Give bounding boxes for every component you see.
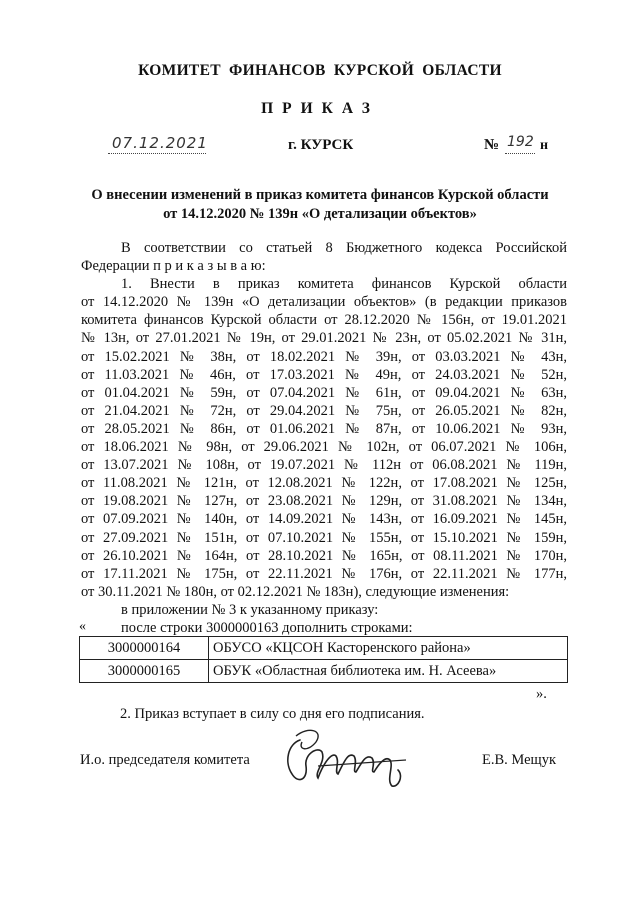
body-line: от 07.09.2021 № 140н, от 14.09.2021 № 143н, от 16.09.2021 № 145н, [81, 511, 567, 528]
body-line: от 28.05.2021 № 86н, от 01.06.2021 № 87н, от 10.06.2021 № 93н, [81, 420, 567, 437]
table-cell-name: ОБУСО «КЦСОН Касторенского района» [209, 637, 568, 660]
document-type: ПРИКАЗ [261, 100, 379, 117]
date-underline [108, 153, 206, 154]
body-line: от 17.11.2021 № 175н, от 22.11.2021 № 176н, от 22.11.2021 № 177н, [81, 565, 567, 582]
body-line: от 15.02.2021 № 38н, от 18.02.2021 № 39н, от 03.03.2021 № 43н, [81, 348, 567, 365]
body-line: комитета финансов Курской области от 28.12.2020 № 156н, от 19.01.2021 [81, 312, 567, 329]
objects-table [79, 636, 568, 683]
table-row [80, 660, 568, 683]
signer-position: И.о. председателя комитета [80, 752, 250, 768]
number-handwritten: 192 [507, 134, 534, 150]
body-line: от 01.04.2021 № 59н, от 07.04.2021 № 61н, от 09.04.2021 № 63н, [81, 384, 567, 401]
number-underline [505, 153, 535, 154]
body-line: от 21.04.2021 № 72н, от 29.04.2021 № 75н, от 26.05.2021 № 82н, [81, 402, 567, 419]
sub-instruction-2: после строки 3000000163 дополнить строками: [121, 619, 413, 636]
sub-instruction-1: в приложении № 3 к указанному приказу: [121, 601, 379, 618]
point-2: 2. Приказ вступает в силу со дня его подписания. [120, 706, 425, 722]
body-line: 1. Внести в приказ комитета финансов Курской области [121, 276, 567, 293]
body-line: от 27.09.2021 № 151н, от 07.10.2021 № 155н, от 15.10.2021 № 159н, [81, 529, 567, 546]
city: г. КУРСК [288, 137, 354, 153]
signer-name: Е.В. Мещук [482, 752, 557, 768]
handwritten-signature [278, 722, 418, 792]
table-cell-code: 3000000164 [80, 637, 209, 660]
organization-header: КОМИТЕТ ФИНАНСОВ КУРСКОЙ ОБЛАСТИ [138, 62, 502, 79]
title-line-2: от 14.12.2020 № 139н «О детализации объектов» [163, 206, 477, 222]
body-line: от 11.03.2021 № 46н, от 17.03.2021 № 49н, от 24.03.2021 № 52н, [81, 366, 567, 383]
quote-open: « [79, 619, 86, 634]
body-line: № 13н, от 27.01.2021 № 19н, от 29.01.2021 № 23н, от 05.02.2021 № 31н, [81, 330, 567, 347]
table-cell-name: ОБУК «Областная библиотека им. Н. Асеева» [209, 660, 568, 683]
title-line-1: О внесении изменений в приказ комитета финансов Курской области [91, 187, 549, 203]
body-line: от 19.08.2021 № 127н, от 23.08.2021 № 129н, от 31.08.2021 № 134н, [81, 493, 567, 510]
body-line: от 18.06.2021 № 98н, от 29.06.2021 № 102н, от 06.07.2021 № 106н, [81, 439, 567, 456]
preamble-line-1: В соответствии со статьей 8 Бюджетного кодекса Российской [121, 240, 567, 256]
preamble-line-2: Федерации п р и к а з ы в а ю: [81, 258, 266, 275]
document-body [81, 239, 567, 637]
body-line: от 14.12.2020 № 139н «О детализации объектов» (в редакции приказов [81, 294, 567, 311]
quote-close: ». [536, 686, 547, 702]
date-handwritten: 07.12.2021 [112, 134, 208, 152]
body-line: от 26.10.2021 № 164н, от 28.10.2021 № 165н, от 08.11.2021 № 170н, [81, 547, 567, 564]
table-row [80, 637, 568, 660]
table-cell-code: 3000000165 [80, 660, 209, 683]
document-title [0, 186, 640, 224]
body-line: от 11.08.2021 № 121н, от 12.08.2021 № 122н, от 17.08.2021 № 125н, [81, 475, 567, 492]
body-line: от 13.07.2021 № 108н, от 19.07.2021 № 112н от 06.08.2021 № 119н, [81, 457, 567, 474]
body-line-last: от 30.11.2021 № 180н, от 02.12.2021 № 183н), следующие изменения: [81, 583, 510, 600]
number-label: № [484, 137, 500, 153]
number-suffix: н [540, 138, 549, 153]
